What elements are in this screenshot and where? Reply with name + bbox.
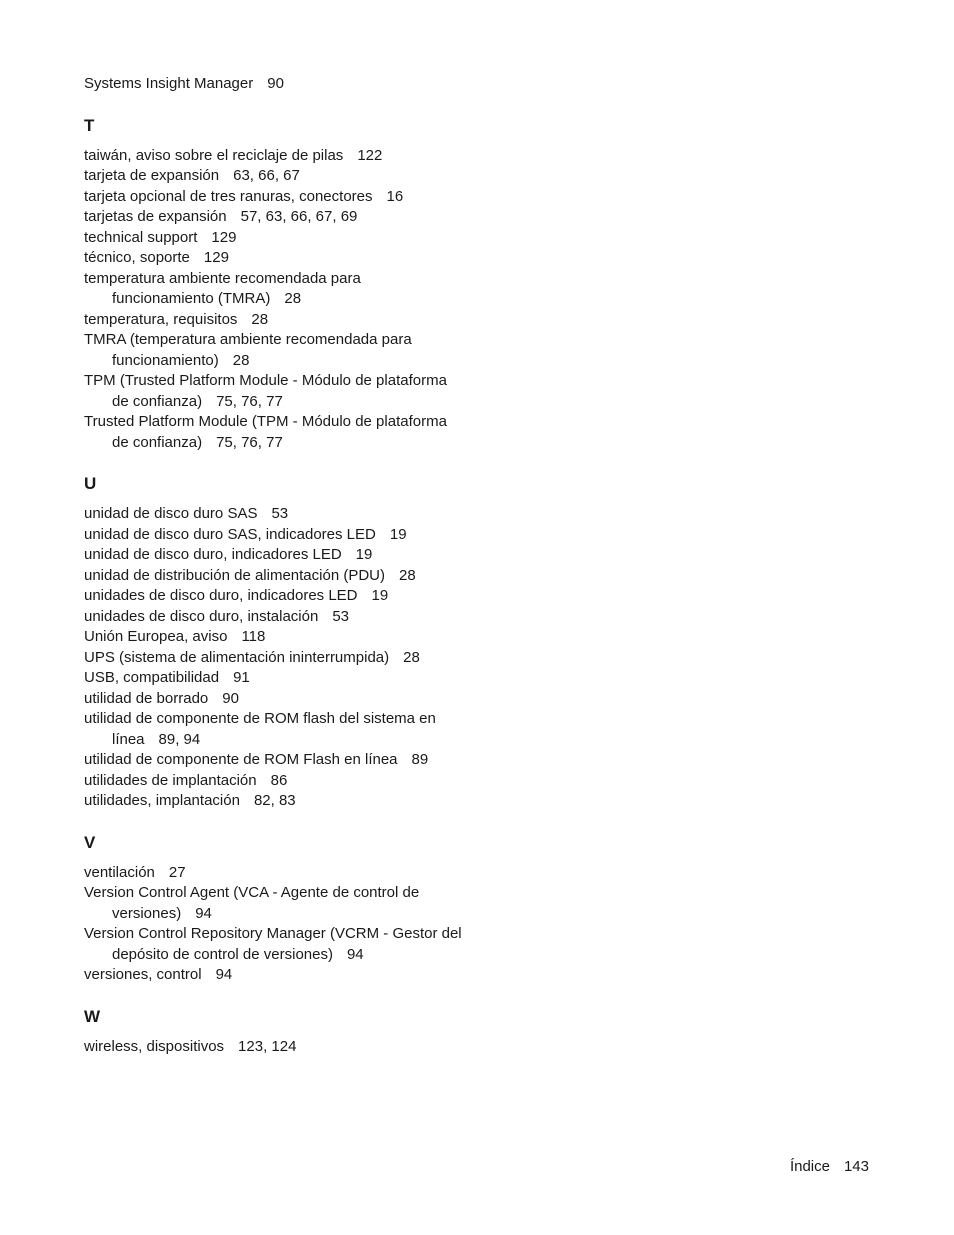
index-entry xyxy=(84,146,464,167)
index-section-t xyxy=(84,115,464,454)
index-pages: 19 xyxy=(371,587,389,604)
index-entry xyxy=(84,607,464,628)
index-term: unidad de disco duro SAS xyxy=(84,505,258,522)
index-pages: 27 xyxy=(168,863,186,881)
index-pages: 90 xyxy=(267,75,284,92)
index-entry xyxy=(84,187,464,208)
index-entry xyxy=(84,648,464,669)
index-entry xyxy=(84,791,464,812)
index-pages: 28 xyxy=(284,290,302,307)
index-entry xyxy=(84,965,464,986)
index-pages: 19 xyxy=(389,525,407,543)
index-term: USB, compatibilidad xyxy=(84,669,220,686)
index-entry xyxy=(84,330,464,371)
index-pages: 28 xyxy=(403,648,420,666)
index-entry xyxy=(84,228,464,249)
index-term: utilidades de implantación xyxy=(84,771,257,789)
index-term: utilidad de componente de ROM Flash en línea xyxy=(84,751,398,768)
page-footer xyxy=(790,1157,869,1177)
index-term: utilidades, implantación xyxy=(84,792,240,809)
index-pages: 94 xyxy=(215,966,233,983)
index-pages: 19 xyxy=(355,546,373,563)
index-entry xyxy=(84,525,464,546)
index-entry xyxy=(84,689,464,710)
index-pages: 75, 76, 77 xyxy=(216,433,283,451)
index-entry xyxy=(84,627,464,648)
index-entry xyxy=(84,586,464,607)
index-pages: 82, 83 xyxy=(253,792,296,809)
index-entry xyxy=(84,1037,464,1058)
index-entry xyxy=(84,863,464,884)
index-entry xyxy=(84,750,464,771)
index-term: técnico, soporte xyxy=(84,249,190,266)
index-term: UPS (sistema de alimentación ininterrumpida) xyxy=(84,648,390,666)
index-entry xyxy=(84,771,464,792)
index-term: unidades de disco duro, indicadores LED xyxy=(84,587,358,604)
index-entry xyxy=(84,924,464,965)
index-term: temperatura, requisitos xyxy=(84,310,238,328)
index-term: wireless, dispositivos xyxy=(84,1037,225,1055)
index-entry xyxy=(84,709,464,750)
index-pages: 63, 66, 67 xyxy=(233,167,300,184)
index-term: tarjeta opcional de tres ranuras, conectores xyxy=(84,187,373,205)
index-section-v xyxy=(84,832,464,986)
index-pages: 53 xyxy=(271,505,289,522)
index-pages: 86 xyxy=(270,771,288,789)
index-pages: 28 xyxy=(399,566,416,584)
index-term: taiwán, aviso sobre el reciclaje de pilas xyxy=(84,146,344,164)
index-entry xyxy=(84,269,464,310)
index-term: Version Control Agent (VCA - Agente de control de versiones) xyxy=(84,884,420,922)
index-term: unidades de disco duro, instalación xyxy=(84,607,319,625)
index-term: utilidad de borrado xyxy=(84,689,209,707)
index-term: temperatura ambiente recomendada para funcionamiento (TMRA) xyxy=(84,269,361,307)
index-section-u xyxy=(84,473,464,812)
index-pages: 57, 63, 66, 67, 69 xyxy=(240,208,358,225)
index-entry xyxy=(84,371,464,412)
index-pages: 94 xyxy=(195,904,212,922)
index-pages: 28 xyxy=(232,351,250,369)
index-entry xyxy=(84,566,464,587)
index-entry xyxy=(84,883,464,924)
index-pages: 53 xyxy=(332,607,350,625)
index-entry xyxy=(84,668,464,689)
index-entry xyxy=(84,310,464,331)
index-entry xyxy=(84,412,464,453)
index-pages: 94 xyxy=(346,945,364,963)
index-term: Version Control Repository Manager (VCRM - Gestor del depósito de control de versiones) xyxy=(84,925,462,963)
index-pages: 118 xyxy=(241,628,266,645)
index-pages: 123, 124 xyxy=(238,1037,297,1055)
index-pages: 28 xyxy=(251,310,269,328)
index-term: tarjetas de expansión xyxy=(84,208,227,225)
index-term: Systems Insight Manager xyxy=(84,75,254,92)
index-entry xyxy=(84,207,464,228)
index-pages: 75, 76, 77 xyxy=(216,392,283,410)
index-pages: 129 xyxy=(203,249,229,266)
index-term: TPM (Trusted Platform Module - Módulo de plataforma de confianza) xyxy=(84,372,447,410)
index-entry xyxy=(84,166,464,187)
lead-entries xyxy=(84,74,464,95)
index-column xyxy=(84,74,464,1057)
section-letter: T xyxy=(84,115,95,135)
index-entry xyxy=(84,248,464,269)
index-pages: 16 xyxy=(386,187,404,205)
index-pages: 89, 94 xyxy=(158,730,201,748)
index-section-w xyxy=(84,1006,464,1058)
index-term: TMRA (temperatura ambiente recomendada para funcionamiento) xyxy=(84,331,412,369)
index-pages: 89 xyxy=(411,751,429,768)
index-entry xyxy=(84,545,464,566)
section-letter: U xyxy=(84,474,97,493)
index-term: technical support xyxy=(84,228,198,246)
footer-label: Índice xyxy=(789,1158,830,1175)
index-term: ventilación xyxy=(84,863,155,881)
index-term: utilidad de componente de ROM flash del sistema en línea xyxy=(84,710,436,748)
index-entry xyxy=(84,74,464,95)
index-term: Unión Europea, aviso xyxy=(84,628,228,645)
footer-page-number: 143 xyxy=(843,1158,869,1175)
index-entry xyxy=(84,504,464,525)
index-term: versiones, control xyxy=(84,966,202,983)
index-pages: 129 xyxy=(211,228,237,246)
index-pages: 90 xyxy=(222,689,239,707)
index-term: tarjeta de expansión xyxy=(84,167,220,184)
index-pages: 91 xyxy=(233,669,250,686)
section-letter: V xyxy=(84,832,96,852)
index-term: unidad de disco duro SAS, indicadores LED xyxy=(84,525,376,543)
section-letter: W xyxy=(84,1006,101,1026)
index-term: Trusted Platform Module (TPM - Módulo de plataforma de confianza) xyxy=(84,413,447,451)
index-term: unidad de disco duro, indicadores LED xyxy=(84,546,342,563)
index-term: unidad de distribución de alimentación (PDU) xyxy=(84,566,385,584)
index-pages: 122 xyxy=(357,146,383,164)
